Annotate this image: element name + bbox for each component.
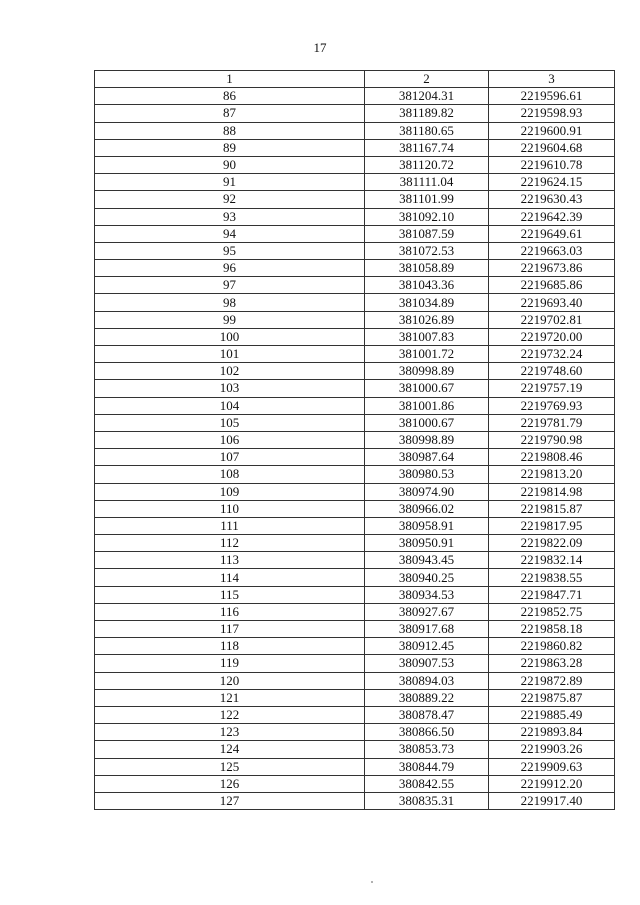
x-coordinate-cell: 380966.02: [365, 500, 489, 517]
column-header-3: 3: [489, 71, 615, 88]
point-number-cell: 101: [95, 346, 365, 363]
point-number-cell: 95: [95, 242, 365, 259]
x-coordinate-cell: 381000.67: [365, 380, 489, 397]
x-coordinate-cell: 380934.53: [365, 586, 489, 603]
y-coordinate-cell: 2219790.98: [489, 431, 615, 448]
table-header-row: [95, 71, 615, 88]
point-number-cell: 86: [95, 88, 365, 105]
point-number-cell: 126: [95, 775, 365, 792]
x-coordinate-cell: 380974.90: [365, 483, 489, 500]
y-coordinate-cell: 2219604.68: [489, 139, 615, 156]
table-row: [95, 724, 615, 741]
table-row: [95, 586, 615, 603]
x-coordinate-cell: 381034.89: [365, 294, 489, 311]
x-coordinate-cell: 381058.89: [365, 260, 489, 277]
x-coordinate-cell: 380998.89: [365, 363, 489, 380]
table-row: [95, 397, 615, 414]
point-number-cell: 106: [95, 431, 365, 448]
y-coordinate-cell: 2219600.91: [489, 122, 615, 139]
y-coordinate-cell: 2219610.78: [489, 156, 615, 173]
x-coordinate-cell: 380987.64: [365, 449, 489, 466]
table-row: [95, 363, 615, 380]
y-coordinate-cell: 2219673.86: [489, 260, 615, 277]
table-row: [95, 517, 615, 534]
point-number-cell: 111: [95, 517, 365, 534]
x-coordinate-cell: 381204.31: [365, 88, 489, 105]
y-coordinate-cell: 2219732.24: [489, 346, 615, 363]
table-row: [95, 294, 615, 311]
y-coordinate-cell: 2219917.40: [489, 792, 615, 809]
y-coordinate-cell: 2219663.03: [489, 242, 615, 259]
table-row: [95, 139, 615, 156]
table-row: [95, 535, 615, 552]
point-number-cell: 96: [95, 260, 365, 277]
y-coordinate-cell: 2219822.09: [489, 535, 615, 552]
y-coordinate-cell: 2219720.00: [489, 328, 615, 345]
table-row: [95, 655, 615, 672]
point-number-cell: 99: [95, 311, 365, 328]
point-number-cell: 89: [95, 139, 365, 156]
point-number-cell: 98: [95, 294, 365, 311]
table-row: [95, 483, 615, 500]
y-coordinate-cell: 2219852.75: [489, 603, 615, 620]
point-number-cell: 92: [95, 191, 365, 208]
point-number-cell: 121: [95, 689, 365, 706]
point-number-cell: 91: [95, 174, 365, 191]
x-coordinate-cell: 380866.50: [365, 724, 489, 741]
y-coordinate-cell: 2219903.26: [489, 741, 615, 758]
point-number-cell: 109: [95, 483, 365, 500]
table-row: [95, 741, 615, 758]
point-number-cell: 122: [95, 706, 365, 723]
table-row: [95, 775, 615, 792]
y-coordinate-cell: 2219808.46: [489, 449, 615, 466]
y-coordinate-cell: 2219814.98: [489, 483, 615, 500]
point-number-cell: 115: [95, 586, 365, 603]
y-coordinate-cell: 2219909.63: [489, 758, 615, 775]
point-number-cell: 100: [95, 328, 365, 345]
table-row: [95, 122, 615, 139]
table-header: [95, 71, 615, 88]
y-coordinate-cell: 2219702.81: [489, 311, 615, 328]
point-number-cell: 112: [95, 535, 365, 552]
table-row: [95, 706, 615, 723]
point-number-cell: 125: [95, 758, 365, 775]
y-coordinate-cell: 2219769.93: [489, 397, 615, 414]
y-coordinate-cell: 2219838.55: [489, 569, 615, 586]
y-coordinate-cell: 2219624.15: [489, 174, 615, 191]
table-row: [95, 277, 615, 294]
table-row: [95, 105, 615, 122]
page-number: 17: [313, 40, 327, 55]
table-row: [95, 672, 615, 689]
table-row: [95, 191, 615, 208]
x-coordinate-cell: 380943.45: [365, 552, 489, 569]
x-coordinate-cell: 381001.72: [365, 346, 489, 363]
point-number-cell: 103: [95, 380, 365, 397]
x-coordinate-cell: 380853.73: [365, 741, 489, 758]
point-number-cell: 119: [95, 655, 365, 672]
table-row: [95, 552, 615, 569]
x-coordinate-cell: 381180.65: [365, 122, 489, 139]
y-coordinate-cell: 2219872.89: [489, 672, 615, 689]
y-coordinate-cell: 2219817.95: [489, 517, 615, 534]
y-coordinate-cell: 2219630.43: [489, 191, 615, 208]
y-coordinate-cell: 2219813.20: [489, 466, 615, 483]
x-coordinate-cell: 380878.47: [365, 706, 489, 723]
x-coordinate-cell: 380927.67: [365, 603, 489, 620]
y-coordinate-cell: 2219649.61: [489, 225, 615, 242]
x-coordinate-cell: 380842.55: [365, 775, 489, 792]
scan-speck: [371, 881, 373, 883]
table-row: [95, 603, 615, 620]
table-row: [95, 758, 615, 775]
x-coordinate-cell: 380907.53: [365, 655, 489, 672]
y-coordinate-cell: 2219642.39: [489, 208, 615, 225]
x-coordinate-cell: 380950.91: [365, 535, 489, 552]
x-coordinate-cell: 381007.83: [365, 328, 489, 345]
y-coordinate-cell: 2219912.20: [489, 775, 615, 792]
point-number-cell: 110: [95, 500, 365, 517]
table-row: [95, 88, 615, 105]
coordinates-table: [94, 70, 615, 810]
table-row: [95, 156, 615, 173]
y-coordinate-cell: 2219858.18: [489, 621, 615, 638]
y-coordinate-cell: 2219832.14: [489, 552, 615, 569]
x-coordinate-cell: 381120.72: [365, 156, 489, 173]
x-coordinate-cell: 381167.74: [365, 139, 489, 156]
y-coordinate-cell: 2219757.19: [489, 380, 615, 397]
x-coordinate-cell: 380844.79: [365, 758, 489, 775]
y-coordinate-cell: 2219596.61: [489, 88, 615, 105]
x-coordinate-cell: 380912.45: [365, 638, 489, 655]
table-row: [95, 208, 615, 225]
table-row: [95, 621, 615, 638]
point-number-cell: 90: [95, 156, 365, 173]
x-coordinate-cell: 381026.89: [365, 311, 489, 328]
point-number-cell: 93: [95, 208, 365, 225]
x-coordinate-cell: 380998.89: [365, 431, 489, 448]
point-number-cell: 88: [95, 122, 365, 139]
table-row: [95, 569, 615, 586]
y-coordinate-cell: 2219885.49: [489, 706, 615, 723]
point-number-cell: 124: [95, 741, 365, 758]
table-row: [95, 260, 615, 277]
y-coordinate-cell: 2219863.28: [489, 655, 615, 672]
table-row: [95, 242, 615, 259]
x-coordinate-cell: 381111.04: [365, 174, 489, 191]
x-coordinate-cell: 381043.36: [365, 277, 489, 294]
point-number-cell: 108: [95, 466, 365, 483]
x-coordinate-cell: 381101.99: [365, 191, 489, 208]
y-coordinate-cell: 2219860.82: [489, 638, 615, 655]
x-coordinate-cell: 381001.86: [365, 397, 489, 414]
point-number-cell: 94: [95, 225, 365, 242]
table-row: [95, 346, 615, 363]
point-number-cell: 116: [95, 603, 365, 620]
table-row: [95, 380, 615, 397]
x-coordinate-cell: 380835.31: [365, 792, 489, 809]
x-coordinate-cell: 380917.68: [365, 621, 489, 638]
table-row: [95, 689, 615, 706]
point-number-cell: 87: [95, 105, 365, 122]
y-coordinate-cell: 2219781.79: [489, 414, 615, 431]
x-coordinate-cell: 381087.59: [365, 225, 489, 242]
x-coordinate-cell: 380889.22: [365, 689, 489, 706]
table-row: [95, 311, 615, 328]
point-number-cell: 114: [95, 569, 365, 586]
table-row: [95, 792, 615, 809]
table-row: [95, 638, 615, 655]
point-number-cell: 113: [95, 552, 365, 569]
x-coordinate-cell: 381000.67: [365, 414, 489, 431]
point-number-cell: 127: [95, 792, 365, 809]
x-coordinate-cell: 381092.10: [365, 208, 489, 225]
x-coordinate-cell: 380940.25: [365, 569, 489, 586]
y-coordinate-cell: 2219847.71: [489, 586, 615, 603]
point-number-cell: 102: [95, 363, 365, 380]
x-coordinate-cell: 380980.53: [365, 466, 489, 483]
y-coordinate-cell: 2219748.60: [489, 363, 615, 380]
point-number-cell: 97: [95, 277, 365, 294]
point-number-cell: 107: [95, 449, 365, 466]
point-number-cell: 120: [95, 672, 365, 689]
y-coordinate-cell: 2219685.86: [489, 277, 615, 294]
table-row: [95, 500, 615, 517]
table-row: [95, 449, 615, 466]
point-number-cell: 104: [95, 397, 365, 414]
column-header-1: 1: [95, 71, 365, 88]
table-row: [95, 466, 615, 483]
x-coordinate-cell: 381189.82: [365, 105, 489, 122]
y-coordinate-cell: 2219815.87: [489, 500, 615, 517]
point-number-cell: 105: [95, 414, 365, 431]
column-header-2: 2: [365, 71, 489, 88]
y-coordinate-cell: 2219893.84: [489, 724, 615, 741]
y-coordinate-cell: 2219598.93: [489, 105, 615, 122]
x-coordinate-cell: 380894.03: [365, 672, 489, 689]
point-number-cell: 123: [95, 724, 365, 741]
table-row: [95, 225, 615, 242]
point-number-cell: 118: [95, 638, 365, 655]
x-coordinate-cell: 380958.91: [365, 517, 489, 534]
table-row: [95, 328, 615, 345]
table-row: [95, 174, 615, 191]
table-row: [95, 431, 615, 448]
point-number-cell: 117: [95, 621, 365, 638]
table-body: [95, 88, 615, 810]
table-row: [95, 414, 615, 431]
x-coordinate-cell: 381072.53: [365, 242, 489, 259]
y-coordinate-cell: 2219875.87: [489, 689, 615, 706]
y-coordinate-cell: 2219693.40: [489, 294, 615, 311]
